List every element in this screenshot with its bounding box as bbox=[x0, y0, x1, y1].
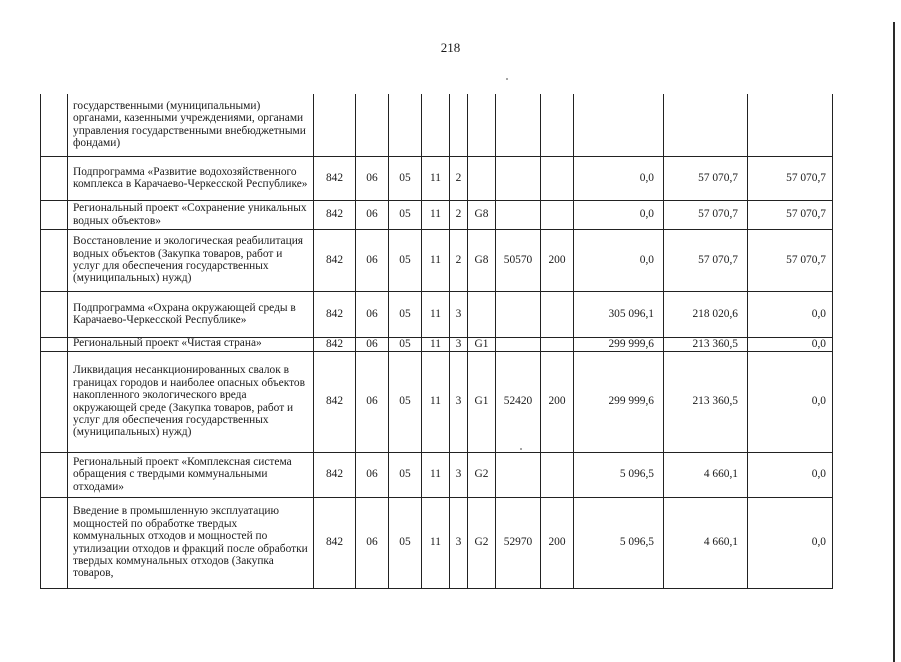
expense-type-cell: 200 bbox=[541, 497, 574, 588]
amount-year2-cell: 57 070,7 bbox=[664, 229, 748, 291]
amount-year1-cell: 305 096,1 bbox=[574, 291, 664, 337]
amount-year2-cell: 4 660,1 bbox=[664, 497, 748, 588]
section-cell: 06 bbox=[356, 200, 389, 229]
amount-year1-cell: 5 096,5 bbox=[574, 452, 664, 497]
project-cell: G2 bbox=[468, 497, 496, 588]
subprogram-cell: 2 bbox=[450, 229, 468, 291]
amount-year3-cell: 57 070,7 bbox=[748, 229, 833, 291]
expense-type-cell bbox=[541, 156, 574, 200]
admin-code-cell: 842 bbox=[314, 497, 356, 588]
amount-year2-cell: 57 070,7 bbox=[664, 200, 748, 229]
expense-type-cell bbox=[541, 94, 574, 156]
amount-year2-cell: 213 360,5 bbox=[664, 351, 748, 452]
page-number: 218 bbox=[440, 40, 461, 55]
amount-year2-cell bbox=[664, 94, 748, 156]
program-cell: 11 bbox=[422, 229, 450, 291]
amount-year3-cell: 0,0 bbox=[748, 351, 833, 452]
admin-code-cell: 842 bbox=[314, 291, 356, 337]
direction-cell bbox=[496, 291, 541, 337]
table-row bbox=[41, 200, 833, 229]
project-cell: G2 bbox=[468, 452, 496, 497]
amount-year3-cell bbox=[748, 94, 833, 156]
row-margin-cell bbox=[41, 497, 68, 588]
subprogram-cell: 3 bbox=[450, 351, 468, 452]
program-cell: 11 bbox=[422, 337, 450, 351]
amount-year3-cell: 0,0 bbox=[748, 452, 833, 497]
expense-type-cell bbox=[541, 291, 574, 337]
amount-year3-cell: 57 070,7 bbox=[748, 156, 833, 200]
project-cell: G8 bbox=[468, 229, 496, 291]
amount-year1-cell: 299 999,6 bbox=[574, 351, 664, 452]
amount-year2-cell: 218 020,6 bbox=[664, 291, 748, 337]
subprogram-cell: 3 bbox=[450, 497, 468, 588]
table-row bbox=[41, 351, 833, 452]
row-margin-cell bbox=[41, 291, 68, 337]
subprogram-cell: 3 bbox=[450, 452, 468, 497]
project-cell bbox=[468, 156, 496, 200]
admin-code-cell: 842 bbox=[314, 229, 356, 291]
program-cell: 11 bbox=[422, 291, 450, 337]
item-name-cell: Ликвидация несанкционированных свалок в границах городов и наиболее опасных объектов накопленного экологического вреда окружающей среде (Закупка товаров, работ и услуг для обеспечения государственных (муниципальных) нужд) bbox=[68, 351, 314, 452]
subprogram-cell: 2 bbox=[450, 200, 468, 229]
table-row bbox=[41, 337, 833, 351]
program-cell: 11 bbox=[422, 351, 450, 452]
amount-year3-cell: 0,0 bbox=[748, 497, 833, 588]
amount-year1-cell bbox=[574, 94, 664, 156]
section-cell: 06 bbox=[356, 337, 389, 351]
admin-code-cell: 842 bbox=[314, 351, 356, 452]
subsection-cell: 05 bbox=[389, 337, 422, 351]
item-name-cell: Восстановление и экологическая реабилитация водных объектов (Закупка товаров, работ и услуг для обеспечения государственных (муниципальных) нужд) bbox=[68, 229, 314, 291]
program-cell: 11 bbox=[422, 156, 450, 200]
item-name-cell: Введение в промышленную эксплуатацию мощностей по обработке твердых коммунальных отходов и мощностей по утилизации отходов и фракций после обработки твердых коммунальных отходов (Закупка товаров, bbox=[68, 497, 314, 588]
row-margin-cell bbox=[41, 200, 68, 229]
amount-year1-cell: 0,0 bbox=[574, 229, 664, 291]
section-cell: 06 bbox=[356, 156, 389, 200]
subprogram-cell: 3 bbox=[450, 337, 468, 351]
subprogram-cell: 3 bbox=[450, 291, 468, 337]
admin-code-cell: 842 bbox=[314, 200, 356, 229]
expense-type-cell bbox=[541, 200, 574, 229]
amount-year1-cell: 0,0 bbox=[574, 156, 664, 200]
amount-year1-cell: 5 096,5 bbox=[574, 497, 664, 588]
amount-year2-cell: 4 660,1 bbox=[664, 452, 748, 497]
amount-year2-cell: 57 070,7 bbox=[664, 156, 748, 200]
admin-code-cell: 842 bbox=[314, 337, 356, 351]
scan-speck bbox=[506, 78, 508, 80]
section-cell bbox=[356, 94, 389, 156]
amount-year3-cell: 57 070,7 bbox=[748, 200, 833, 229]
program-cell: 11 bbox=[422, 497, 450, 588]
row-margin-cell bbox=[41, 351, 68, 452]
program-cell bbox=[422, 94, 450, 156]
amount-year1-cell: 299 999,6 bbox=[574, 337, 664, 351]
project-cell bbox=[468, 291, 496, 337]
program-cell: 11 bbox=[422, 200, 450, 229]
direction-cell bbox=[496, 94, 541, 156]
subsection-cell: 05 bbox=[389, 200, 422, 229]
expense-type-cell bbox=[541, 337, 574, 351]
direction-cell bbox=[496, 156, 541, 200]
project-cell: G8 bbox=[468, 200, 496, 229]
table-body bbox=[41, 94, 833, 588]
item-name-cell: Региональный проект «Сохранение уникальных водных объектов» bbox=[68, 200, 314, 229]
direction-cell: 50570 bbox=[496, 229, 541, 291]
item-name-cell: Подпрограмма «Развитие водохозяйственного комплекса в Карачаево-Черкесской Республике» bbox=[68, 156, 314, 200]
section-cell: 06 bbox=[356, 291, 389, 337]
scan-edge-line bbox=[893, 22, 895, 662]
item-name-cell: Подпрограмма «Охрана окружающей среды в Карачаево-Черкесской Республике» bbox=[68, 291, 314, 337]
table-row bbox=[41, 229, 833, 291]
subsection-cell: 05 bbox=[389, 497, 422, 588]
table-row bbox=[41, 497, 833, 588]
admin-code-cell: 842 bbox=[314, 156, 356, 200]
section-cell: 06 bbox=[356, 229, 389, 291]
table-row bbox=[41, 452, 833, 497]
subsection-cell: 05 bbox=[389, 229, 422, 291]
item-name-cell: государственными (муниципальными) органами, казенными учреждениями, органами управления государственными внебюджетными фондами) bbox=[68, 94, 314, 156]
direction-cell: 52970 bbox=[496, 497, 541, 588]
table-row bbox=[41, 156, 833, 200]
section-cell: 06 bbox=[356, 351, 389, 452]
section-cell: 06 bbox=[356, 452, 389, 497]
table-row bbox=[41, 94, 833, 156]
subsection-cell: 05 bbox=[389, 291, 422, 337]
amount-year1-cell: 0,0 bbox=[574, 200, 664, 229]
direction-cell bbox=[496, 200, 541, 229]
subsection-cell: 05 bbox=[389, 156, 422, 200]
row-margin-cell bbox=[41, 452, 68, 497]
project-cell: G1 bbox=[468, 337, 496, 351]
amount-year2-cell: 213 360,5 bbox=[664, 337, 748, 351]
subsection-cell: 05 bbox=[389, 452, 422, 497]
expense-type-cell: 200 bbox=[541, 351, 574, 452]
amount-year3-cell: 0,0 bbox=[748, 291, 833, 337]
item-name-cell: Региональный проект «Чистая страна» bbox=[68, 337, 314, 351]
table-row bbox=[41, 291, 833, 337]
expense-type-cell: 200 bbox=[541, 229, 574, 291]
row-margin-cell bbox=[41, 337, 68, 351]
row-margin-cell bbox=[41, 156, 68, 200]
direction-cell: 52420 bbox=[496, 351, 541, 452]
admin-code-cell bbox=[314, 94, 356, 156]
program-cell: 11 bbox=[422, 452, 450, 497]
subprogram-cell bbox=[450, 94, 468, 156]
row-margin-cell bbox=[41, 94, 68, 156]
subsection-cell: 05 bbox=[389, 351, 422, 452]
project-cell bbox=[468, 94, 496, 156]
admin-code-cell: 842 bbox=[314, 452, 356, 497]
direction-cell bbox=[496, 337, 541, 351]
row-margin-cell bbox=[41, 229, 68, 291]
direction-cell bbox=[496, 452, 541, 497]
budget-table bbox=[40, 94, 833, 589]
amount-year3-cell: 0,0 bbox=[748, 337, 833, 351]
item-name-cell: Региональный проект «Комплексная система обращения с твердыми коммунальными отходами» bbox=[68, 452, 314, 497]
section-cell: 06 bbox=[356, 497, 389, 588]
subsection-cell bbox=[389, 94, 422, 156]
expense-type-cell bbox=[541, 452, 574, 497]
project-cell: G1 bbox=[468, 351, 496, 452]
subprogram-cell: 2 bbox=[450, 156, 468, 200]
